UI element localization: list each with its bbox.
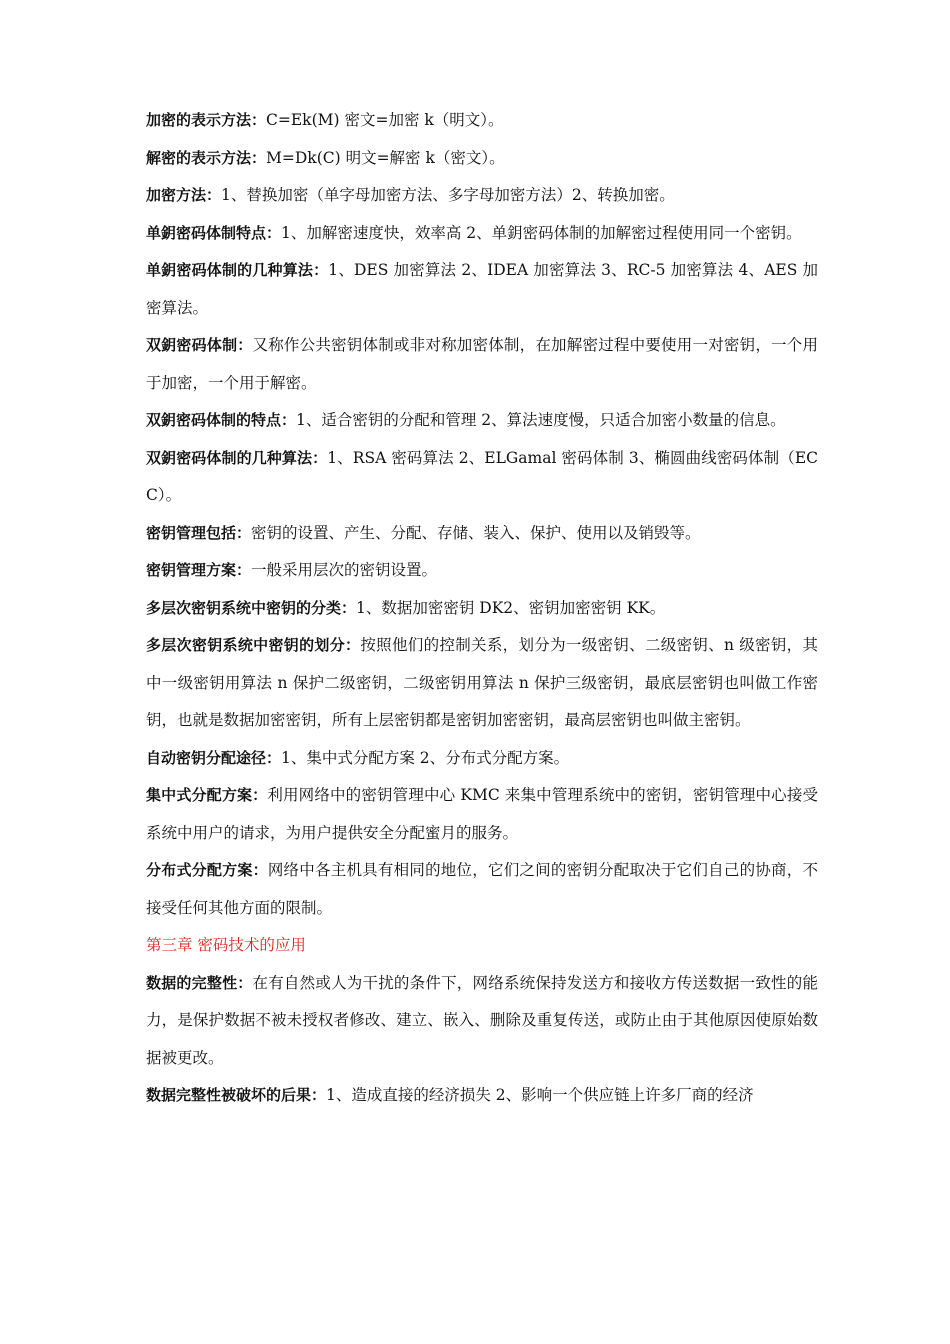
term-label: 双鈅密码体制的几种算法： [146,448,328,467]
term-label: 加密的表示方法： [146,111,267,129]
paragraph-text: M=Dk(C) 明文=解密 k（密文）。 [266,148,505,167]
paragraph-symmetric-algorithms [146,252,818,327]
term-label: 解密的表示方法： [146,148,267,167]
paragraph-text: 密钥的设置、产生、分配、存储、装入、保护、使用以及销毁等。 [251,523,701,542]
paragraph-text: 1、适合密钥的分配和管理 2、算法速度慢，只适合加密小数量的信息。 [296,411,786,429]
paragraph-key-hierarchy [146,627,818,740]
term-label: 加密方法： [146,186,222,204]
term-label: 双鈅密码体制的特点： [146,411,297,429]
paragraph-data-integrity [146,965,818,1078]
paragraph-text: 1、集中式分配方案 2、分布式分配方案。 [281,748,570,767]
paragraph-encryption-methods [146,177,818,215]
paragraph-asymmetric-features [146,402,818,440]
chapter-heading: 第三章 密码技术的应用 [146,936,306,954]
paragraph-asymmetric-definition [146,327,818,402]
paragraph-text: 在有自然或人为干扰的条件下，网络系统保持发送方和接收方传送数据一致性的能力，是保护数据不被未授权者修改、建立、嵌入、删除及重复传送，或防止由于其他原因使原始数据被更改。 [146,973,818,1067]
term-label: 数据的完整性： [146,973,253,992]
term-label: 密钥管理方案： [146,561,252,579]
paragraph-key-distribution-methods [146,740,818,778]
term-label: 单鈅密码体制特点： [146,223,282,242]
paragraph-key-management-scheme [146,552,818,590]
paragraph-key-classification [146,590,818,628]
term-label: 密钥管理包括： [146,523,252,542]
paragraph-text: 1、加解密速度快，效率高 2、单鈅密码体制的加解密过程使用同一个密钥。 [281,223,802,242]
paragraph-distributed-distribution [146,852,818,927]
term-label: 分布式分配方案： [146,861,268,879]
term-label: 单鈅密码体制的几种算法： [146,261,329,279]
term-label: 多层次密钥系统中密钥的划分： [146,636,361,654]
paragraph-text: 1、RSA 密码算法 2、ELGamal 密码体制 3、椭圆曲线密码体制（ECC）。 [146,448,819,504]
term-label: 双鈅密码体制： [146,336,253,354]
paragraph-asymmetric-algorithms [146,440,818,515]
paragraph-centralized-distribution [146,777,818,852]
paragraph-text: 1、数据加密密钥 DK2、密钥加密密钥 KK。 [356,598,666,617]
term-label: 数据完整性被破坏的后果： [146,1086,327,1104]
paragraph-text: 1、替换加密（单字母加密方法、多字母加密方法）2、转换加密。 [221,186,675,204]
paragraph-text: 1、造成直接的经济损失 2、影响一个供应链上许多厂商的经济 [326,1086,754,1104]
term-label: 集中式分配方案： [146,786,268,804]
paragraph-text: 又称作公共密钥体制或非对称加密体制，在加解密过程中要使用一对密钥，一个用于加密，一个用于解密。 [146,336,818,392]
paragraph-text: 网络中各主机具有相同的地位，它们之间的密钥分配取决于它们自己的协商，不接受任何其他方面的限制。 [146,861,818,917]
paragraph-integrity-consequences [146,1077,818,1115]
paragraph-decryption-notation [146,140,818,178]
paragraph-text: C=Ek(M) 密文=加密 k（明文）。 [266,111,504,129]
paragraph-encryption-notation [146,102,818,140]
term-label: 自动密钥分配途径： [146,748,282,767]
paragraph-text: 利用网络中的密钥管理中心 KMC 来集中管理系统中的密钥，密钥管理中心接受系统中用户的请求，为用户提供安全分配蜜月的服务。 [146,786,818,842]
term-label: 多层次密钥系统中密钥的分类： [146,598,357,617]
paragraph-text: 一般采用层次的密钥设置。 [251,561,438,579]
paragraph-symmetric-features [146,215,818,253]
paragraph-key-management-scope [146,515,818,553]
paragraph-text: 1、DES 加密算法 2、IDEA 加密算法 3、RC-5 加密算法 4、AES 加密算法。 [146,261,818,317]
document-body [146,102,818,1115]
paragraph-text: 按照他们的控制关系，划分为一级密钥、二级密钥、n 级密钥，其中一级密钥用算法 n 保护二级密钥，二级密钥用算法 n 保护三级密钥，最底层密钥也叫做工作密钥，也就是数据加密密钥，所有上层密钥都是密钥加密密钥，最高层密钥也叫做主密钥。 [146,636,818,729]
